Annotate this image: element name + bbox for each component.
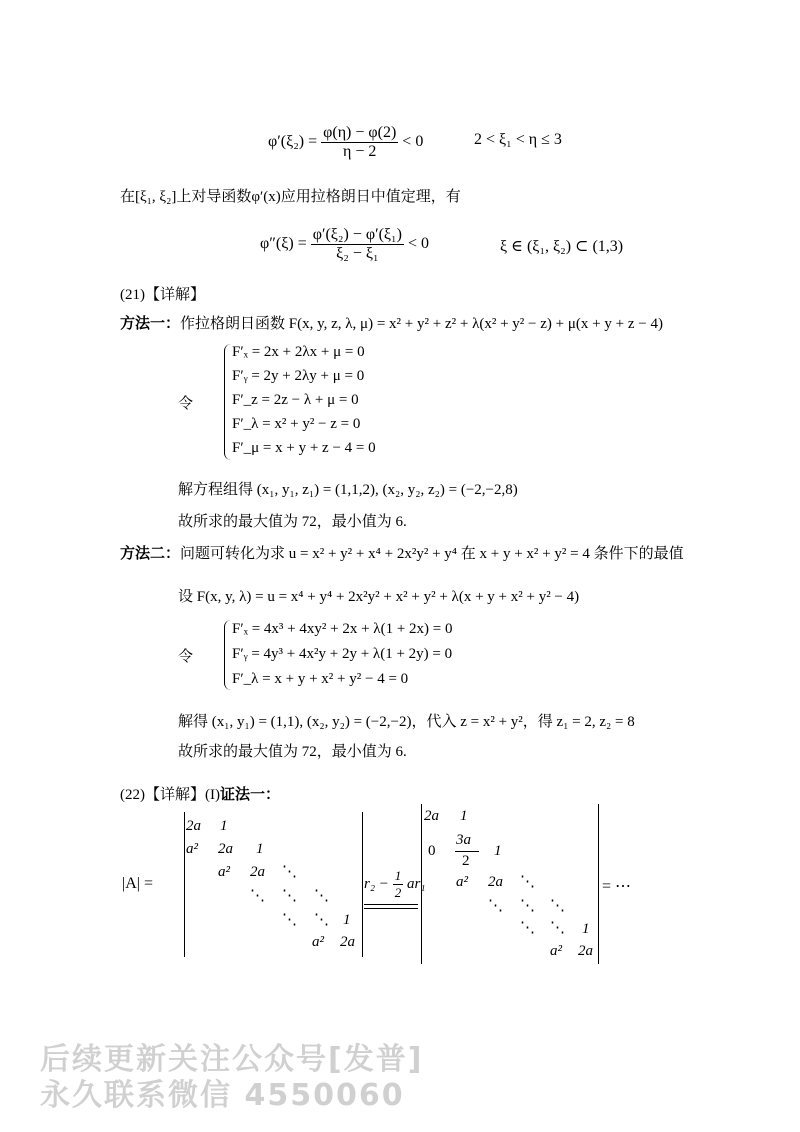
sys1-eq2: F′ᵧ = 2y + 2λy + μ = 0 xyxy=(232,368,365,384)
sys2-eq2: F′ᵧ = 4y³ + 4x²y + 2y + λ(1 + 2y) = 0 xyxy=(232,646,453,662)
q21-method1 xyxy=(120,312,663,333)
m1-entry: 1 xyxy=(343,912,351,928)
m2-dots: ⋱ xyxy=(520,920,535,936)
det2-left-bar xyxy=(421,804,422,964)
sys2-eq3: F′_λ = x + y + x² + y² − 4 = 0 xyxy=(232,671,409,687)
m2-dots: ⋱ xyxy=(520,898,535,914)
q21-method2 xyxy=(120,542,684,563)
m2-frac-line xyxy=(455,851,479,852)
eq1-relation: < 0 xyxy=(402,133,424,151)
m1-entry: 1 xyxy=(256,841,264,857)
method2-text: 问题可转化为求 u = x² + y² + x⁴ + 2x²y² + y⁴ 在 x + y + x² + y² = 4 条件下的最值 xyxy=(180,546,684,562)
row-op-fraction xyxy=(393,868,404,901)
m2-entry: 3a xyxy=(456,832,471,848)
eq1-numerator: φ(η) − φ(2) xyxy=(323,124,397,141)
eq2-lhs: φ″(ξ) = xyxy=(260,235,307,253)
method2-label: 方法二： xyxy=(120,546,181,562)
m1-entry: 2a xyxy=(340,934,355,950)
m1-entry: a² xyxy=(312,934,324,950)
eq2-fraction xyxy=(311,226,404,263)
det1-left-bar xyxy=(184,812,185,957)
m2-dots: ⋱ xyxy=(488,898,503,914)
det-label: |A| = xyxy=(122,875,153,892)
sys1-eq1: F′ₓ = 2x + 2λx + μ = 0 xyxy=(232,344,365,360)
m1-dots: ⋱ xyxy=(282,864,297,880)
m1-entry: 2a xyxy=(250,864,265,880)
eq1-condition: 2 < ξ₁ < η ≤ 3 xyxy=(474,131,562,148)
m1-entry: 2a xyxy=(218,841,233,857)
watermark-line-2: 永久联系微信 4550060 xyxy=(40,1078,405,1113)
m2-entry: 2a xyxy=(424,808,439,824)
m1-dots: ⋱ xyxy=(250,888,265,904)
sys2-eq1: F′ₓ = 4x³ + 4xy² + 2x + λ(1 + 2x) = 0 xyxy=(232,621,453,637)
method1-label: 方法一： xyxy=(120,316,181,332)
det1-right-bar xyxy=(362,812,363,957)
m2-entry: 2 xyxy=(462,853,470,869)
m2-entry: a² xyxy=(456,874,468,890)
row-op-num: 1 xyxy=(394,868,402,883)
sys1-eq3: F′_z = 2z − λ + μ = 0 xyxy=(232,392,359,408)
m1-dots: ⋱ xyxy=(314,888,329,904)
m2-dots: ⋱ xyxy=(550,920,565,936)
det2-right-bar xyxy=(598,804,599,964)
q22-header-text: (22)【详解】(I) xyxy=(120,787,220,803)
ling-label-1: 令 xyxy=(178,396,194,412)
solve2-line: 解得 (x₁, y₁) = (1,1), (x₂, y₂) = (−2,−2)，代入 z = x² + y²，得 z₁ = 2, z₂ = 8 xyxy=(178,714,635,730)
q21-header: (21)【详解】 xyxy=(120,287,205,303)
method1-text: 作拉格朗日函数 F(x, y, z, λ, μ) = x² + y² + z² + λ(x² + y² − z) + μ(x + y + z − 4) xyxy=(180,316,663,332)
watermark-line-1: 后续更新关注公众号[发普] xyxy=(40,1042,424,1077)
det-continues: = ⋯ xyxy=(602,878,632,895)
row-op-tail: ar₁ xyxy=(406,875,426,892)
row-op-den: 2 xyxy=(394,885,402,900)
eq2-denominator: ξ₂ − ξ₁ xyxy=(336,245,379,262)
m1-entry: 2a xyxy=(186,818,201,834)
eq2-relation: < 0 xyxy=(407,235,429,253)
m1-entry: a² xyxy=(186,841,198,857)
system2-brace xyxy=(224,620,231,690)
result1-line: 故所求的最大值为 72，最小值为 6. xyxy=(178,514,407,530)
m2-entry: 1 xyxy=(582,921,590,937)
m2-entry: 0 xyxy=(428,843,436,859)
set-f-line: 设 F(x, y, λ) = u = x⁴ + y⁴ + 2x²y² + x² + y² + λ(x + y + x² + y² − 4) xyxy=(178,589,580,605)
m2-entry: 1 xyxy=(460,808,468,824)
m2-dots: ⋱ xyxy=(550,898,565,914)
ling-label-2: 令 xyxy=(178,649,194,665)
m2-entry: a² xyxy=(550,943,562,959)
eq2-condition: ξ ∈ (ξ₁, ξ₂) ⊂ (1,3) xyxy=(500,238,624,255)
lagrange-theorem-line: 在[ξ₁, ξ₂]上对导函数φ′(x)应用拉格朗日中值定理，有 xyxy=(120,189,461,205)
eq2-numerator: φ′(ξ₂) − φ′(ξ₁) xyxy=(312,226,402,243)
eq1-lhs: φ′(ξ₂) = xyxy=(268,133,318,151)
equation-phi-prime xyxy=(268,124,423,161)
system1-brace xyxy=(224,344,231,460)
m2-dots: ⋱ xyxy=(520,874,535,890)
result2-line: 故所求的最大值为 72，最小值为 6. xyxy=(178,744,407,760)
row-op-double-line xyxy=(364,904,418,909)
row-op xyxy=(364,868,426,901)
m1-dots: ⋱ xyxy=(282,912,297,928)
solve1-line: 解方程组得 (x₁, y₁, z₁) = (1,1,2), (x₂, y₂, z₂) = (−2,−2,8) xyxy=(178,482,518,498)
sys1-eq5: F′_μ = x + y + z − 4 = 0 xyxy=(232,440,376,456)
m1-entry: a² xyxy=(218,864,230,880)
eq1-denominator: η − 2 xyxy=(343,143,377,160)
equation-phi-double-prime xyxy=(260,226,429,263)
m2-entry: 1 xyxy=(494,843,502,859)
m1-dots: ⋱ xyxy=(314,912,329,928)
proof-label: 证法一： xyxy=(219,787,280,803)
m1-dots: ⋱ xyxy=(282,888,297,904)
sys1-eq4: F′_λ = x² + y² − z = 0 xyxy=(232,416,361,432)
m2-entry: 2a xyxy=(488,874,503,890)
row-op-head: r₂ − xyxy=(364,875,389,892)
m2-entry: 2a xyxy=(578,943,593,959)
eq1-fraction xyxy=(321,124,398,161)
m1-entry: 1 xyxy=(220,818,228,834)
q22-header xyxy=(120,783,280,804)
